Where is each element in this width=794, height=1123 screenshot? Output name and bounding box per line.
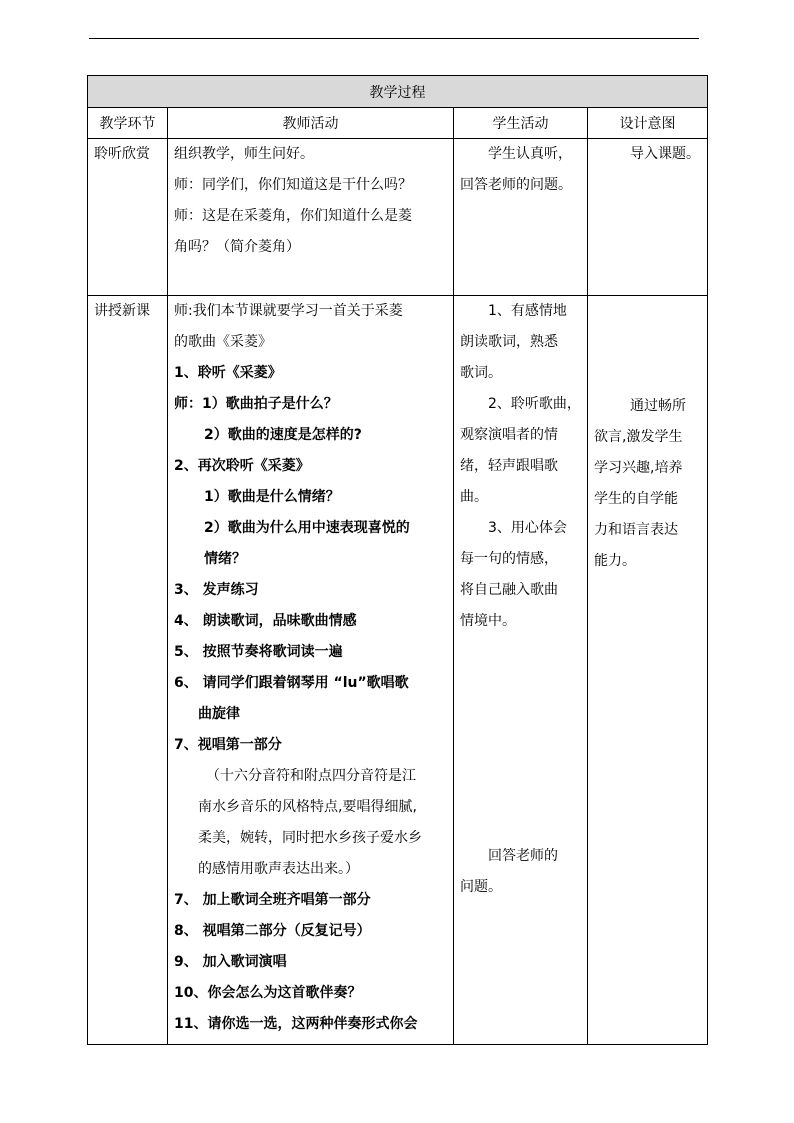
stage-label: 讲授新课 [94,303,150,319]
header-student-activity: 学生活动 [454,108,588,139]
spacer [594,296,707,391]
student-line: 每一句的情感， [460,551,558,567]
design-intent-cell [588,296,708,1045]
design-intent-cell [588,139,708,296]
student-line: 回答老师的问题。 [460,177,572,193]
table-header-row [88,108,708,139]
teacher-line: 1、聆听《采菱》 [174,365,282,381]
teaching-process-table [87,75,708,1045]
student-line: 情境中。 [460,613,516,629]
teacher-line: 师:我们本节课就要学习一首关于采菱 [174,303,403,319]
teacher-activity-cell [168,139,454,296]
teacher-line: 6、 请同学们跟着钢琴用 “lu”歌唱歌 [174,675,409,691]
teacher-line: 1）歌曲是什么情绪？ [204,489,340,505]
teacher-line: （十六分音符和附点四分音符是江 [206,768,416,784]
student-line: 歌词。 [460,365,502,381]
teacher-line: 10、你会怎么为这首歌伴奏？ [174,985,362,1001]
header-stage: 教学环节 [88,108,168,139]
teacher-line: 2）歌曲为什么用中速表现喜悦的 [204,520,410,536]
teacher-line: 的歌曲《采菱》 [174,334,272,350]
intent-line: 通过畅所 [630,398,686,414]
teacher-line: 7、 加上歌词全班齐唱第一部分 [174,892,371,908]
intent-line: 欲言,激发学生 [594,429,683,445]
teacher-line: 曲旋律 [198,706,240,722]
teacher-line: 师：1）歌曲拍子是什么？ [174,396,338,412]
teacher-line: 3、 发声练习 [174,582,259,598]
student-line: 观察演唱者的情 [460,427,558,443]
student-line: 回答老师的 [488,848,558,864]
intent-line: 学生的自学能 [594,491,678,507]
student-line: 绪，轻声跟唱歌 [460,458,558,474]
table-row [88,296,708,1045]
header-teacher-activity: 教师活动 [168,108,454,139]
teacher-line: 组织教学，师生问好。 [174,146,314,162]
teacher-line: 情绪？ [204,551,246,567]
student-activity-cell [454,139,588,296]
header-rule [89,38,699,39]
teacher-line: 8、 视唱第二部分（反复记号） [174,923,371,939]
student-activity-cell [454,296,588,1045]
student-line: 2、聆听歌曲， [488,396,581,412]
header-design-intent: 设计意图 [588,108,708,139]
teacher-activity-cell [168,296,454,1045]
stage-cell [88,139,168,296]
teacher-line: 柔美，婉转，同时把水乡孩子爱水乡 [198,830,422,846]
student-line: 朗读歌词，熟悉 [460,334,558,350]
teacher-line: 5、 按照节奏将歌词读一遍 [174,644,343,660]
student-line: 问题。 [460,879,502,895]
stage-cell [88,296,168,1045]
teacher-line: 师：同学们，你们知道这是干什么吗？ [174,177,412,193]
table-row [88,139,708,296]
teacher-line: 11、请你选一选，这两种伴奏形式你会 [174,1016,418,1032]
teacher-line: 4、 朗读歌词，品味歌曲情感 [174,613,357,629]
intent-line: 学习兴趣,培养 [594,460,683,476]
teacher-line: 9、 加入歌词演唱 [174,954,287,970]
teacher-line: 2、再次聆听《采菱》 [174,458,310,474]
table-title: 教学过程 [88,76,708,108]
student-line: 3、用心体会 [488,520,567,536]
teacher-line: 师：这是在采菱角，你们知道什么是菱 [174,208,412,224]
table-title-row [88,76,708,108]
stage-label: 聆听欣赏 [94,146,150,162]
intent-line: 力和语言表达 [594,522,678,538]
teacher-line: 的感情用歌声表达出来。） [198,861,359,877]
spacer [460,637,587,841]
teacher-line: 2）歌曲的速度是怎样的? [204,427,362,443]
teacher-line: 角吗？（简介菱角） [174,239,300,255]
teacher-line: 南水乡音乐的风格特点,要唱得细腻, [198,799,417,815]
intent-line: 能力。 [594,553,636,569]
student-line: 将自己融入歌曲 [460,582,558,598]
teacher-line: 7、视唱第一部分 [174,737,282,753]
intent-line: 导入课题。 [630,146,700,162]
student-line: 曲。 [460,489,488,505]
student-line: 学生认真听， [488,146,572,162]
student-line: 1、有感情地 [488,303,567,319]
